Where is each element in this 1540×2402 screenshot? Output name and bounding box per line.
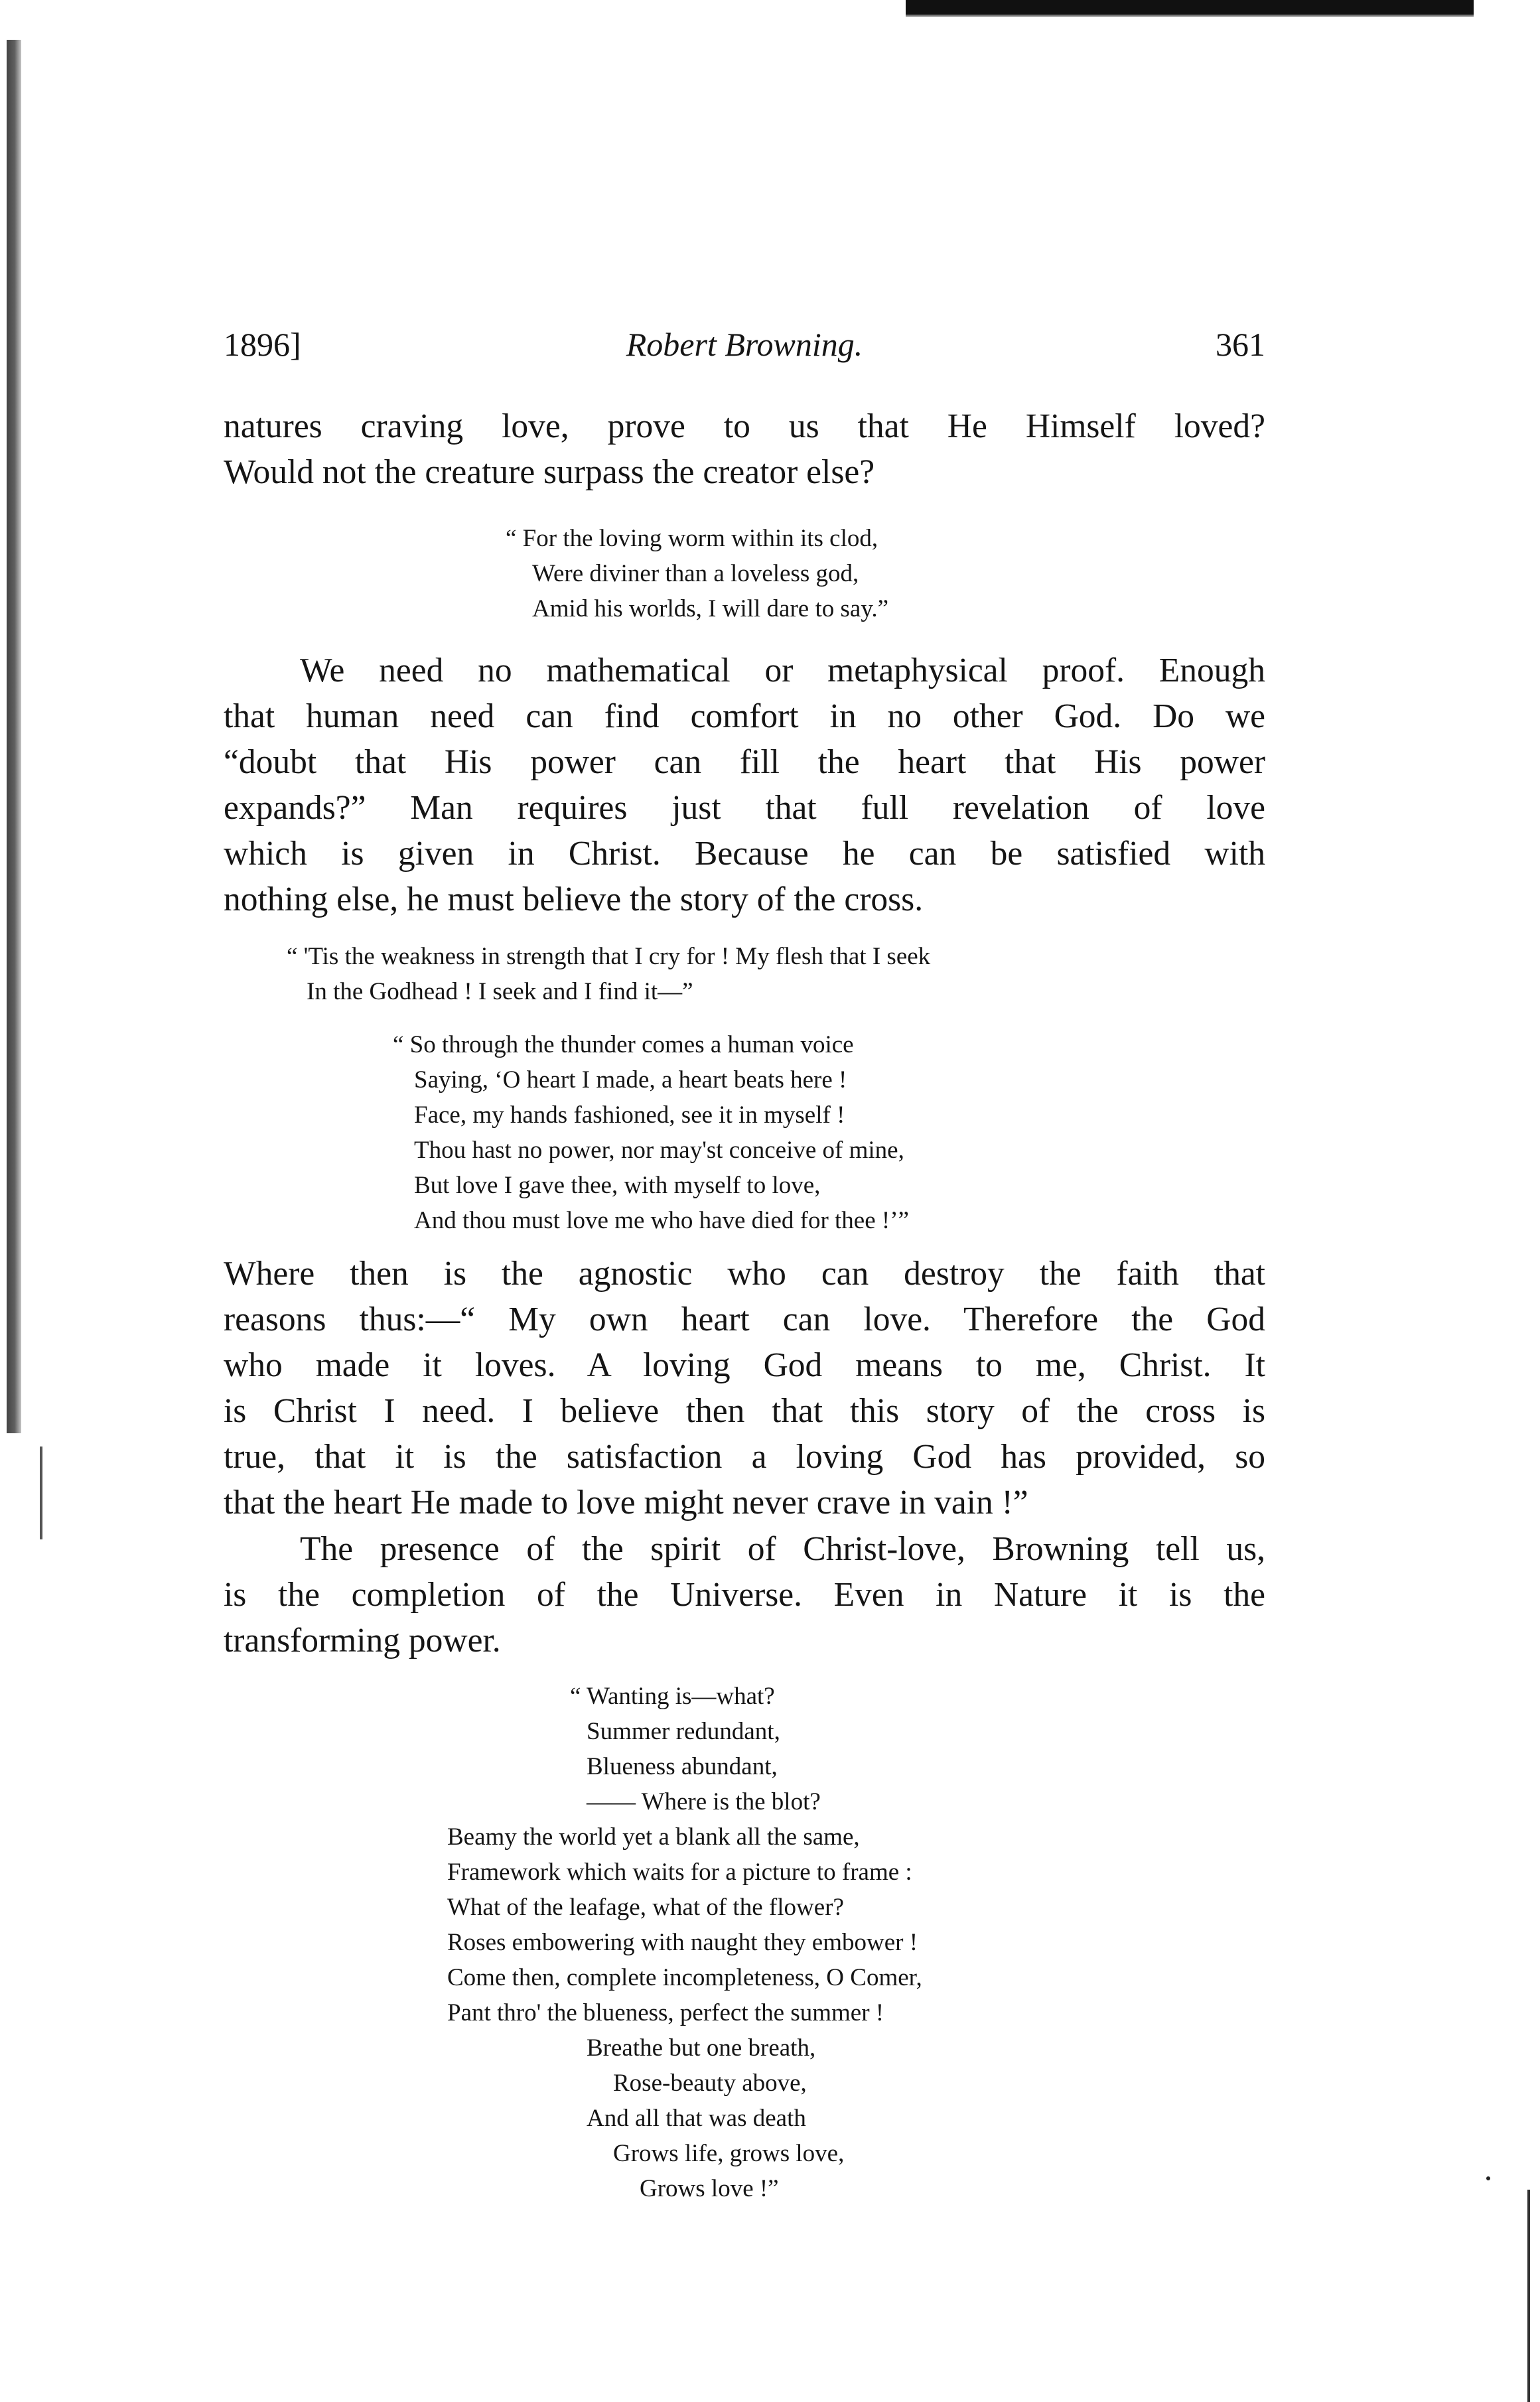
text-line: Would not the creature surpass the creator else? (224, 453, 875, 491)
text-line: true, that it is the satisfaction a loving God has provided, so (224, 1438, 1265, 1476)
verse-line: “ Wanting is—what? (570, 1683, 775, 1710)
header-title: Robert Browning. (626, 326, 863, 363)
verse-line: Roses embowering with naught they embower ! (447, 1929, 918, 1956)
verse-line: Grows life, grows love, (613, 2140, 845, 2167)
verse-line: Face, my hands fashioned, see it in myself ! (414, 1101, 845, 1129)
verse-line: “ 'Tis the weakness in strength that I cry for ! My flesh that I seek (287, 943, 931, 970)
verse-line: Pant thro' the blueness, perfect the summer ! (447, 1999, 884, 2026)
paragraph-4 (224, 1526, 1265, 1663)
verse-line: Thou hast no power, nor may'st conceive of mine, (414, 1137, 904, 1164)
text-line: nothing else, he must believe the story of the cross. (224, 881, 924, 918)
text-line: reasons thus:—“ My own heart can love. Therefore the God (224, 1301, 1265, 1338)
verse-line: But love I gave thee, with myself to love, (414, 1172, 821, 1199)
paragraph-1 (224, 403, 1265, 495)
verse-line: Were diviner than a loveless god, (532, 560, 859, 587)
text-line: expands?” Man requires just that full revelation of love (224, 789, 1265, 827)
verse-line: Blueness abundant, (587, 1753, 778, 1780)
text-line: who made it loves. A loving God means to me, Christ. It (224, 1346, 1265, 1384)
verse-line: Breathe but one breath, (587, 2034, 816, 2062)
scan-border-top-thin (906, 15, 1474, 17)
verse-line: What of the leafage, what of the flower? (447, 1894, 844, 1921)
verse-line: “ For the loving worm within its clod, (506, 525, 878, 552)
paragraph-3 (224, 1251, 1265, 1525)
verse-line: Beamy the world yet a blank all the same, (447, 1823, 860, 1851)
text-line: natures craving love, prove to us that He Himself loved? (224, 407, 1265, 445)
verse-line: In the Godhead ! I seek and I find it—” (307, 978, 693, 1005)
text-line: We need no mathematical or metaphysical proof. Enough (300, 652, 1265, 689)
scan-border-right (1527, 2190, 1530, 2402)
text-line: that human need can find comfort in no other God. Do we (224, 697, 1265, 735)
text-line: is the completion of the Universe. Even in Nature it is the (224, 1576, 1265, 1614)
paragraph-2 (224, 648, 1265, 922)
verse-quote-3 (393, 1027, 909, 1238)
text-line: The presence of the spirit of Christ-love, Browning tell us, (300, 1530, 1265, 1568)
verse-line: And thou must love me who have died for thee !’” (414, 1207, 909, 1234)
verse-line: Summer redundant, (587, 1718, 780, 1745)
text-line: which is given in Christ. Because he can be satisfied with (224, 835, 1265, 873)
verse-line: Saying, ‘O heart I made, a heart beats here ! (414, 1066, 847, 1094)
page-number: 361 (1216, 326, 1265, 363)
text-line: transforming power. (224, 1622, 501, 1660)
scan-mark-left (40, 1447, 42, 1539)
text-line: Where then is the agnostic who can destroy the faith that (224, 1255, 1265, 1293)
text-line: “doubt that His power can fill the heart that His power (224, 743, 1265, 781)
verse-line: Come then, complete incompleteness, O Comer, (447, 1964, 922, 1991)
verse-line: “ So through the thunder comes a human voice (393, 1031, 854, 1058)
scan-border-left (7, 40, 21, 1433)
verse-line: —— Where is the blot? (587, 1788, 821, 1815)
verse-line: And all that was death (587, 2105, 806, 2132)
verse-quote-1 (506, 521, 888, 626)
verse-line: Framework which waits for a picture to frame : (447, 1859, 912, 1886)
text-line: that the heart He made to love might never crave in vain !” (224, 1484, 1028, 1521)
scan-border-top (906, 0, 1474, 15)
verse-line: Rose-beauty above, (613, 2070, 807, 2097)
header-year: 1896] (224, 326, 301, 363)
running-head (224, 325, 1265, 372)
text-line: is Christ I need. I believe then that this story of the cross is (224, 1392, 1265, 1430)
verse-line: Grows love !” (640, 2175, 779, 2202)
verse-quote-2 (287, 939, 930, 1009)
verse-quote-4 (224, 1679, 1265, 2206)
scan-speck (1486, 2176, 1490, 2180)
verse-line: Amid his worlds, I will dare to say.” (532, 595, 889, 622)
